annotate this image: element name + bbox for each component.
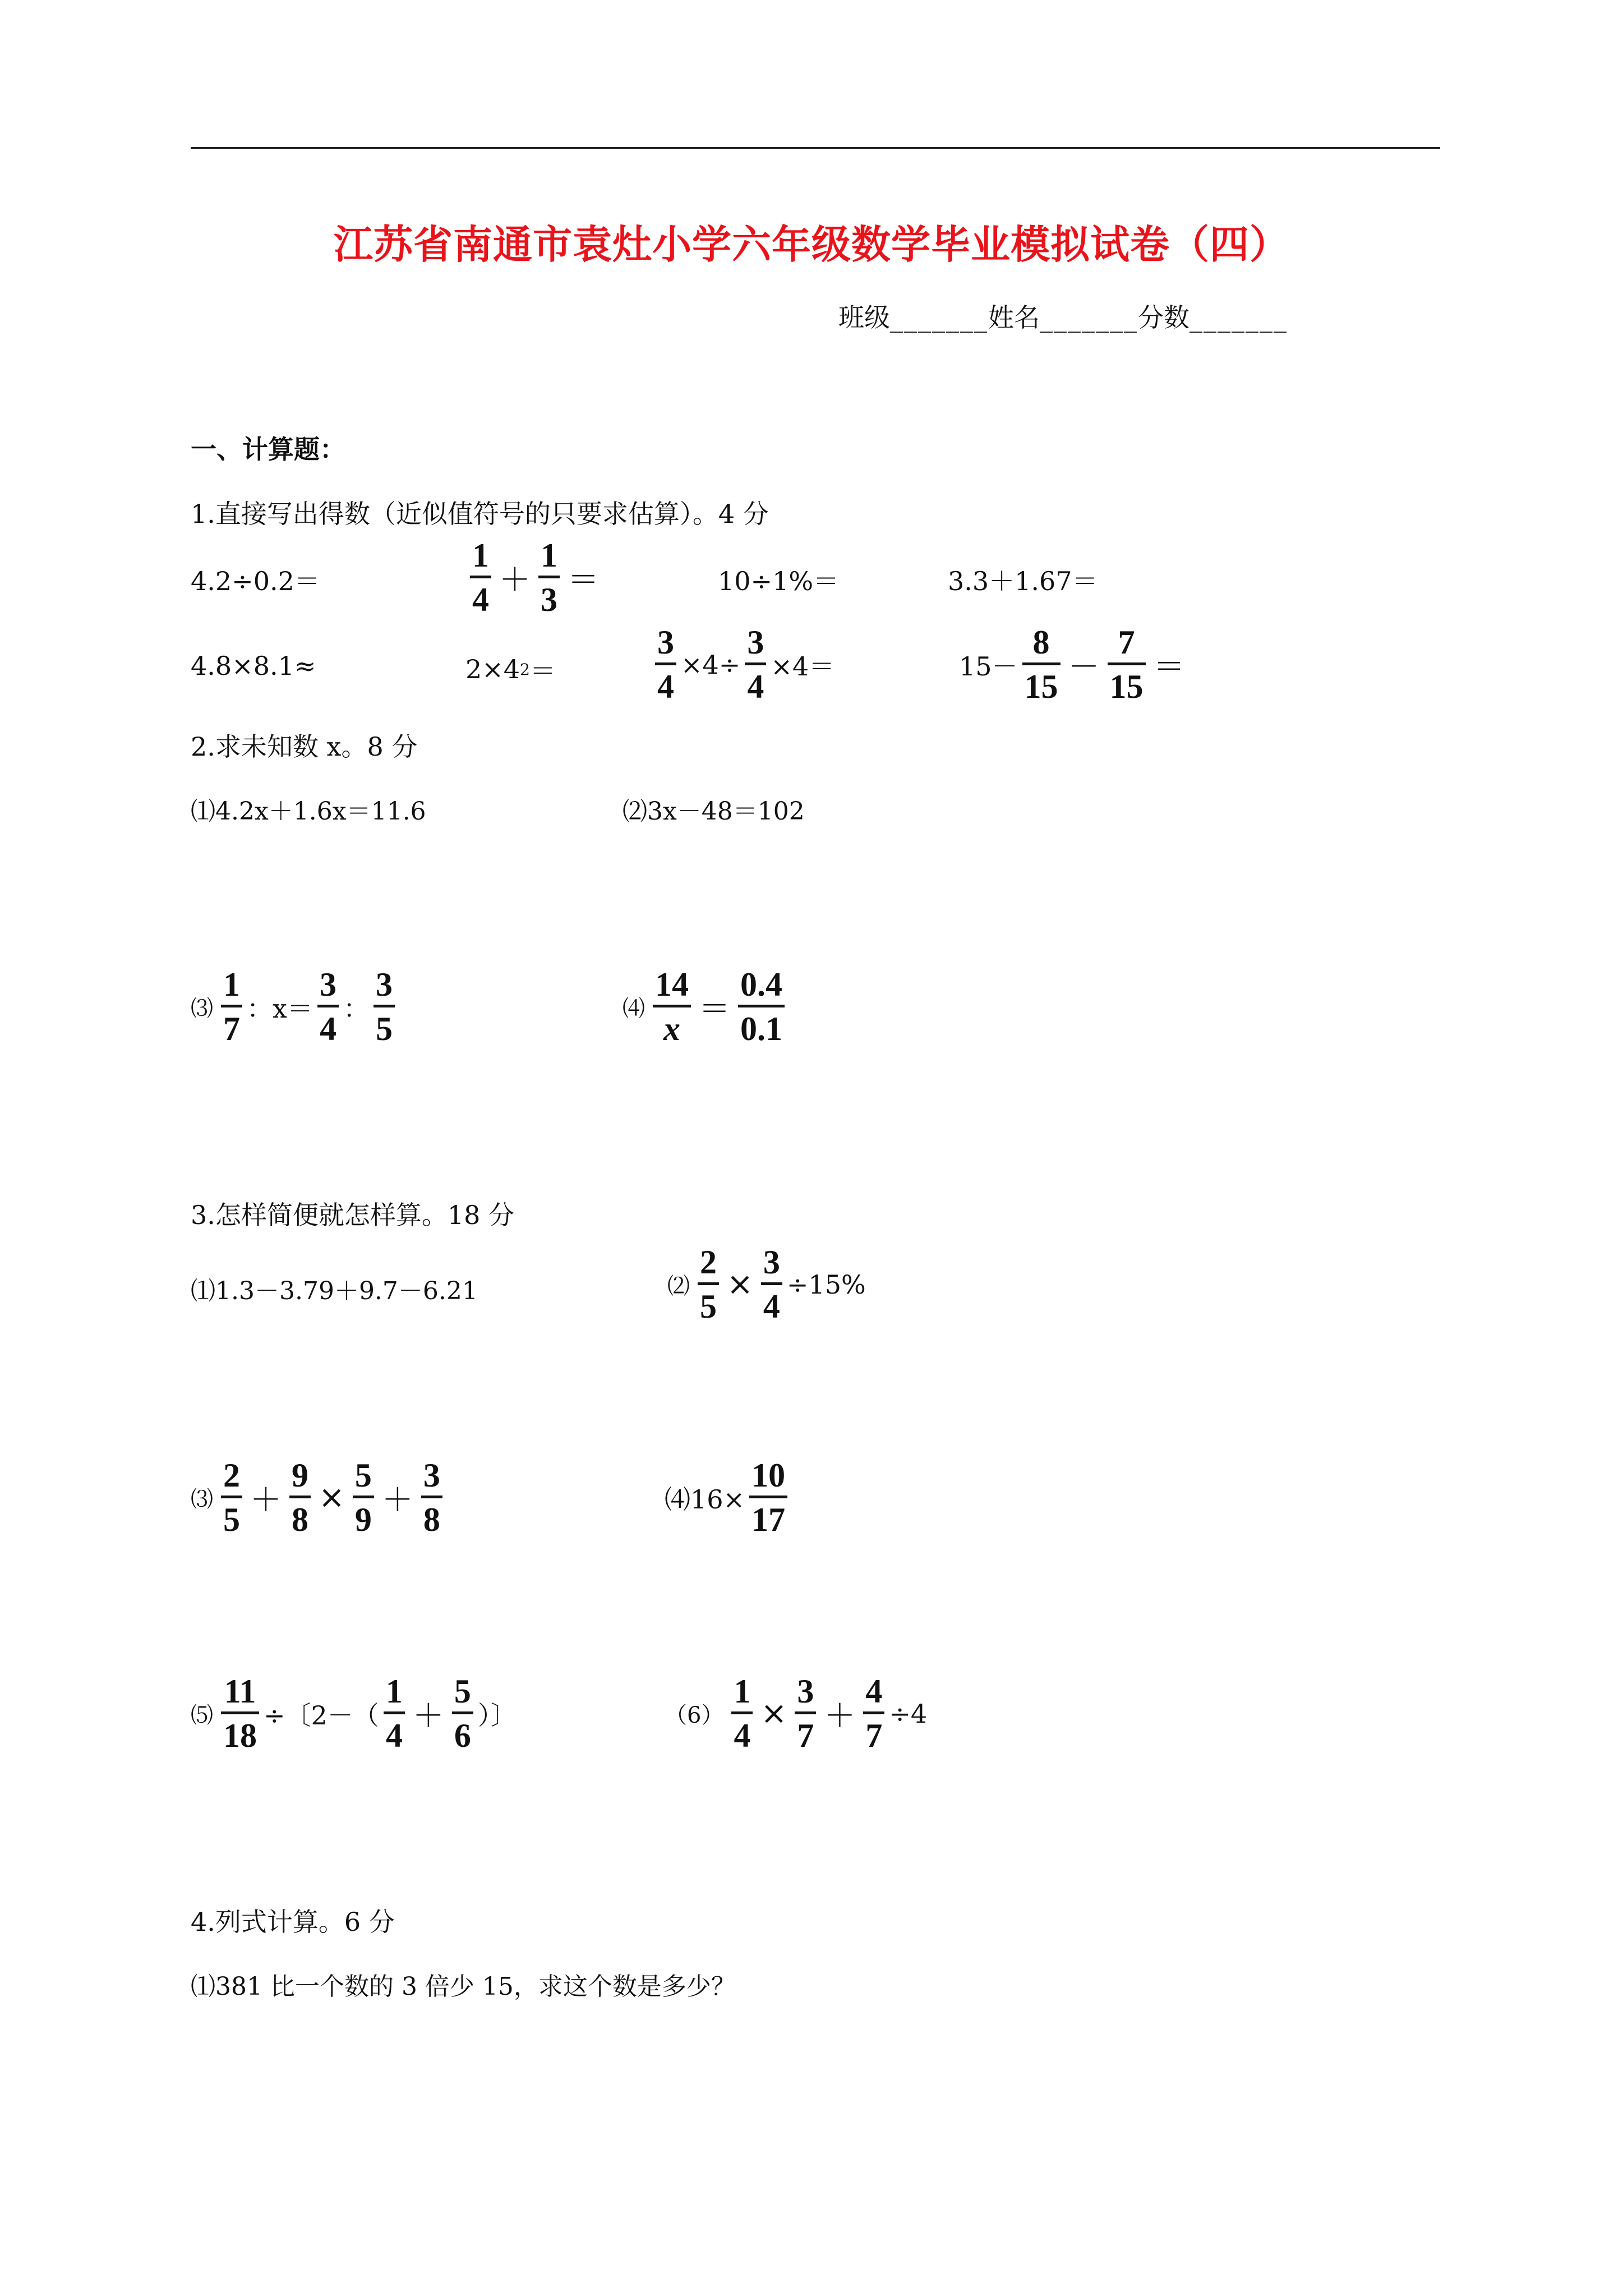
fraction	[421, 1458, 442, 1536]
q2-p3-mid: ：x＝	[247, 993, 313, 1024]
denominator: x	[663, 1010, 680, 1047]
denominator: 5	[375, 1010, 393, 1047]
q2-heading: 2.求未知数 x。8 分	[191, 731, 418, 762]
page-title: 江苏省南通市袁灶小学六年级数学毕业模拟试卷（四）	[334, 221, 1289, 268]
item-label: ⑶	[191, 1487, 213, 1512]
student-info-line	[838, 297, 1288, 334]
q1-c	[718, 561, 839, 598]
item-label: ⑷16×	[665, 1484, 745, 1515]
q2-p4	[623, 968, 789, 1046]
fraction	[317, 968, 339, 1046]
q1-a-text: 4.2÷0.2＝	[191, 566, 320, 596]
q3-p2	[667, 1245, 866, 1323]
denominator: 18	[223, 1717, 257, 1754]
numerator: 14	[655, 966, 689, 1003]
operator: ＋	[381, 1481, 413, 1519]
q3-p6-end: ÷4	[889, 1698, 928, 1729]
denominator: 15	[1109, 668, 1144, 705]
item-label: ⑶	[191, 996, 213, 1022]
q1-d-text: 3.3＋1.67＝	[948, 566, 1098, 596]
fraction	[761, 1245, 782, 1323]
fraction	[745, 625, 766, 703]
denominator: 3	[541, 581, 557, 618]
operator: ＝	[1153, 648, 1185, 685]
q3-p4	[665, 1458, 792, 1536]
numerator: 3	[747, 624, 764, 661]
fraction	[1022, 625, 1061, 703]
numerator: 10	[751, 1457, 786, 1494]
denominator: 0.1	[740, 1010, 782, 1047]
name-blank[interactable]: _______	[1040, 302, 1138, 333]
numerator: 1	[734, 1673, 751, 1710]
denominator: 4	[319, 1010, 336, 1047]
denominator: 9	[354, 1501, 372, 1538]
q2-p3-colon: ：	[343, 993, 369, 1024]
item-label: ⑵	[667, 1273, 690, 1299]
fraction	[470, 539, 491, 616]
fraction	[289, 1458, 311, 1536]
fraction	[221, 968, 242, 1046]
q1-heading: 1.直接写出得数（近似值符号的只要求估算）。4 分	[191, 499, 769, 529]
q1-h-pre: 15－	[959, 651, 1018, 682]
q1-g-mid: ×4÷	[681, 649, 741, 680]
class-label: 班级	[838, 302, 890, 333]
numerator: 0.4	[740, 966, 782, 1003]
operator: －	[1068, 648, 1100, 685]
numerator: 3	[319, 966, 336, 1003]
fraction	[353, 1458, 374, 1536]
item-label: ⑷	[623, 996, 645, 1022]
fraction	[221, 1674, 259, 1752]
numerator: 1	[472, 537, 489, 574]
fraction	[653, 968, 691, 1046]
class-blank[interactable]: _______	[890, 302, 988, 333]
q1-f	[465, 651, 556, 688]
fraction	[452, 1674, 473, 1752]
operator: ＋	[250, 1481, 282, 1519]
q2-p2: ⑵3x－48＝102	[623, 797, 805, 826]
denominator: 7	[865, 1717, 883, 1754]
q3-p1: ⑴1.3－3.79＋9.7－6.21	[191, 1277, 478, 1305]
numerator: 5	[354, 1457, 372, 1494]
item-label: （6）	[665, 1703, 724, 1728]
numerator: 7	[1118, 624, 1135, 661]
q3-p3	[191, 1458, 447, 1536]
q3-p6	[665, 1674, 927, 1752]
numerator: 4	[865, 1673, 883, 1710]
q4-heading: 4.列式计算。6 分	[191, 1907, 395, 1937]
denominator: 17	[751, 1501, 786, 1538]
fraction	[1108, 625, 1146, 703]
numerator: 3	[657, 624, 674, 661]
item-label: ⑸	[191, 1703, 213, 1728]
q2-p3	[191, 968, 399, 1046]
header-rule	[191, 147, 1440, 149]
q2-p1: ⑴4.2x＋1.6x＝11.6	[191, 797, 426, 826]
q3-p5-mid: ÷〔2－（	[264, 1700, 379, 1731]
fraction	[698, 1245, 719, 1323]
section-heading: 一、计算题：	[191, 434, 345, 464]
operator: ×	[760, 1695, 787, 1732]
operator: ＝	[699, 991, 730, 1028]
q3-p5	[191, 1674, 517, 1752]
numerator: 1	[223, 966, 240, 1003]
numerator: 11	[224, 1673, 256, 1710]
fraction	[655, 625, 676, 703]
fraction	[384, 1674, 405, 1752]
denominator: 4	[763, 1288, 780, 1325]
operator: ×	[319, 1479, 345, 1516]
denominator: 4	[385, 1717, 403, 1754]
operator: ＋	[499, 562, 531, 599]
numerator: 2	[223, 1457, 240, 1494]
numerator: 8	[1032, 624, 1050, 661]
numerator: 9	[292, 1457, 308, 1494]
denominator: 8	[292, 1501, 308, 1538]
fraction	[749, 1458, 787, 1536]
q1-d	[948, 561, 1098, 598]
denominator: 6	[454, 1717, 471, 1754]
denominator: 7	[223, 1010, 240, 1047]
operator: ＝	[568, 562, 599, 599]
fraction	[731, 1674, 753, 1752]
denominator: 8	[423, 1501, 440, 1538]
numerator: 3	[797, 1673, 814, 1710]
q1-a	[191, 561, 320, 598]
numerator: 5	[454, 1673, 471, 1710]
denominator: 4	[734, 1717, 751, 1754]
q1-e-text: 4.8×8.1≈	[191, 651, 316, 681]
numerator: 1	[385, 1673, 403, 1710]
fraction	[221, 1458, 242, 1536]
q1-g	[651, 625, 834, 703]
fraction	[795, 1674, 816, 1752]
denominator: 4	[657, 668, 674, 705]
denominator: 4	[472, 581, 489, 618]
q1-c-text: 10÷1%＝	[718, 566, 840, 596]
operator: ＝	[529, 656, 556, 686]
q1-h	[959, 625, 1188, 703]
q3-p5-end: ）〕	[477, 1700, 517, 1731]
denominator: 5	[700, 1288, 717, 1325]
score-blank[interactable]: _______	[1189, 302, 1288, 333]
numerator: 3	[763, 1244, 780, 1281]
q1-g-end: ×4＝	[771, 651, 835, 682]
numerator: 3	[423, 1457, 440, 1494]
score-label: 分数	[1138, 302, 1189, 333]
q1-e	[191, 651, 316, 681]
denominator: 7	[797, 1717, 814, 1754]
numerator: 3	[375, 966, 393, 1003]
q4-p1: ⑴381 比一个数的 3 倍少 15，求这个数是多少？	[191, 1972, 736, 2001]
operator: ＋	[412, 1697, 444, 1734]
q1-f-text: 2×4	[465, 654, 520, 684]
fraction	[863, 1674, 884, 1752]
exponent: 2	[520, 660, 530, 679]
denominator: 4	[747, 668, 764, 705]
q3-p2-end: ÷15%	[786, 1269, 866, 1300]
numerator: 1	[541, 537, 557, 574]
fraction	[374, 968, 395, 1046]
numerator: 2	[700, 1244, 717, 1281]
fraction	[738, 968, 785, 1046]
name-label: 姓名	[988, 302, 1040, 333]
q1-b	[465, 539, 602, 616]
operator: ＋	[824, 1697, 856, 1734]
q3-heading: 3.怎样简便就怎样算。18 分	[191, 1200, 515, 1230]
denominator: 5	[223, 1501, 240, 1538]
operator: ×	[727, 1266, 753, 1303]
denominator: 15	[1024, 668, 1058, 705]
fraction	[538, 539, 560, 616]
